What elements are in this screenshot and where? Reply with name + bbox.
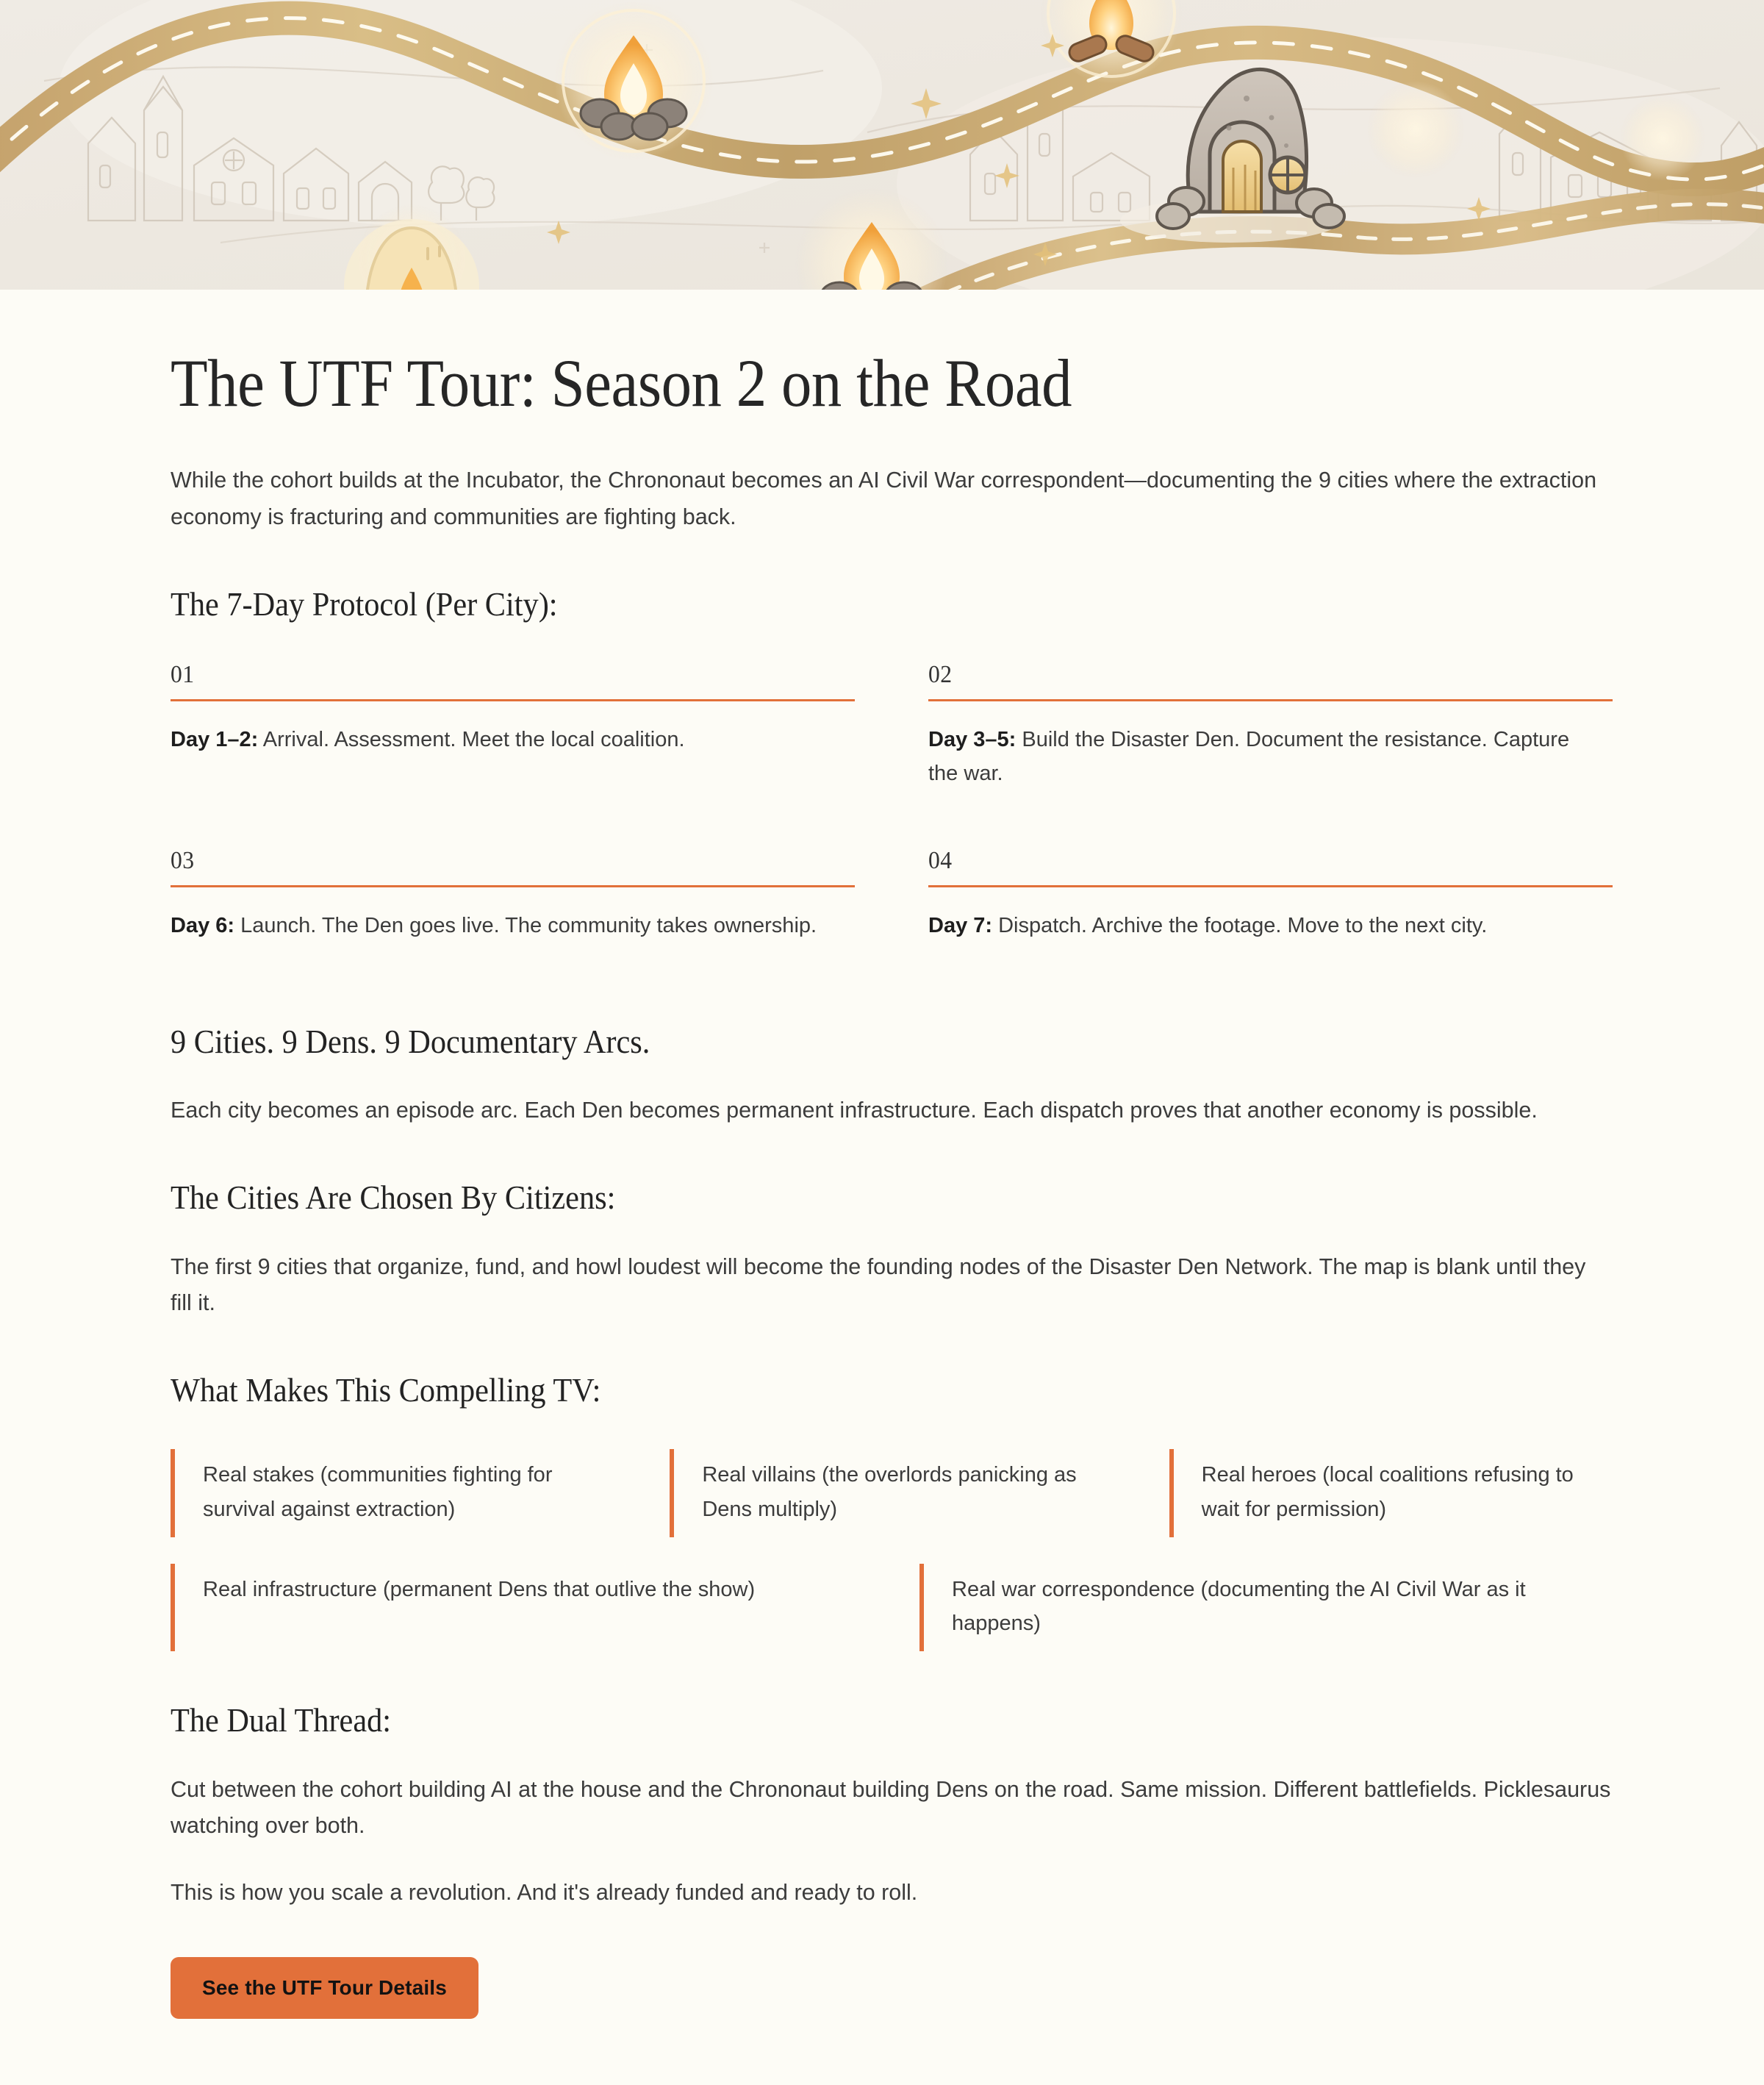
protocol-day-detail: Launch. The Den goes live. The community takes ownership.	[234, 913, 817, 937]
compelling-card-grid-row2	[171, 1564, 1613, 1652]
protocol-day-label: Day 7:	[928, 913, 993, 937]
protocol-divider	[928, 699, 1613, 701]
compelling-card	[171, 1449, 614, 1537]
protocol-card	[928, 662, 1613, 807]
protocol-number: 04	[928, 846, 953, 874]
chosen-paragraph: The first 9 cities that organize, fund, and howl loudest will become the founding nodes of the Disaster Den Network. The map is blank until they fill it.	[171, 1253, 1586, 1315]
hero-banner	[0, 0, 1764, 290]
dual-thread-paragraph-1: Cut between the cohort building AI at the house and the Chrononaut building Dens on the road. Same mission. Different battlefields. Picklesaurus watching over both.	[171, 1776, 1611, 1839]
protocol-number: 02	[928, 661, 953, 689]
protocol-card	[171, 662, 855, 807]
protocol-text	[928, 909, 1613, 943]
hero-illustration	[0, 0, 1764, 290]
compelling-card-text: Real infrastructure (permanent Dens that outlive the show)	[203, 1577, 756, 1601]
dual-thread-paragraph-2: This is how you scale a revolution. And it's already funded and ready to roll.	[171, 1880, 918, 1906]
protocol-divider	[171, 885, 855, 887]
article-body	[0, 290, 1764, 2085]
protocol-text	[171, 723, 855, 757]
compelling-card-text: Real villains (the overlords panicking as Dens multiply)	[702, 1462, 1077, 1521]
compelling-card-grid-row1	[171, 1449, 1613, 1537]
protocol-day-label: Day 1–2:	[171, 728, 259, 752]
see-utf-tour-details-button[interactable]: See the UTF Tour Details	[171, 1957, 478, 2019]
dual-thread-heading: The Dual Thread:	[171, 1701, 392, 1739]
protocol-day-label: Day 3–5:	[928, 728, 1017, 752]
protocol-number: 03	[171, 846, 195, 874]
compelling-card-text: Real stakes (communities fighting for survival against extraction)	[203, 1462, 553, 1521]
protocol-day-detail: Arrival. Assessment. Meet the local coalition.	[258, 728, 685, 752]
campfire-icon	[554, 1, 713, 160]
content-container	[81, 290, 1683, 2019]
cities-heading: 9 Cities. 9 Dens. 9 Documentary Arcs.	[171, 1022, 650, 1060]
chosen-heading: The Cities Are Chosen By Citizens:	[171, 1179, 616, 1217]
cities-paragraph: Each city becomes an episode arc. Each Den becomes permanent infrastructure. Each dispatch proves that another economy is possible.	[171, 1097, 1538, 1123]
compelling-card-text: Real heroes (local coalitions refusing to wait for permission)	[1201, 1462, 1574, 1521]
compelling-heading: What Makes This Compelling TV:	[171, 1371, 601, 1409]
protocol-card	[171, 848, 855, 959]
article-lede: While the cohort builds at the Incubator, the Chrononaut becomes an AI Civil War correspondent—documenting the 9 cities where the extraction economy is fracturing and communities are fighting back.	[171, 468, 1597, 529]
compelling-card	[670, 1449, 1113, 1537]
cta-container	[171, 1957, 1613, 2019]
protocol-day-detail: Build the Disaster Den. Document the resistance. Capture the war.	[928, 728, 1570, 786]
compelling-card	[919, 1564, 1613, 1652]
protocol-day-detail: Dispatch. Archive the footage. Move to the next city.	[992, 913, 1488, 937]
compelling-card	[1169, 1449, 1613, 1537]
protocol-heading: The 7-Day Protocol (Per City):	[171, 585, 558, 623]
protocol-divider	[171, 699, 855, 701]
protocol-divider	[928, 885, 1613, 887]
protocol-grid	[171, 662, 1613, 959]
compelling-card-text: Real war correspondence (documenting the AI Civil War as it happens)	[952, 1577, 1526, 1636]
protocol-text	[928, 723, 1613, 791]
protocol-text	[171, 909, 855, 943]
compelling-card	[171, 1564, 864, 1652]
protocol-card	[928, 848, 1613, 959]
protocol-day-label: Day 6:	[171, 913, 235, 937]
protocol-number: 01	[171, 661, 195, 689]
page-title: The UTF Tour: Season 2 on the Road	[171, 346, 1072, 421]
